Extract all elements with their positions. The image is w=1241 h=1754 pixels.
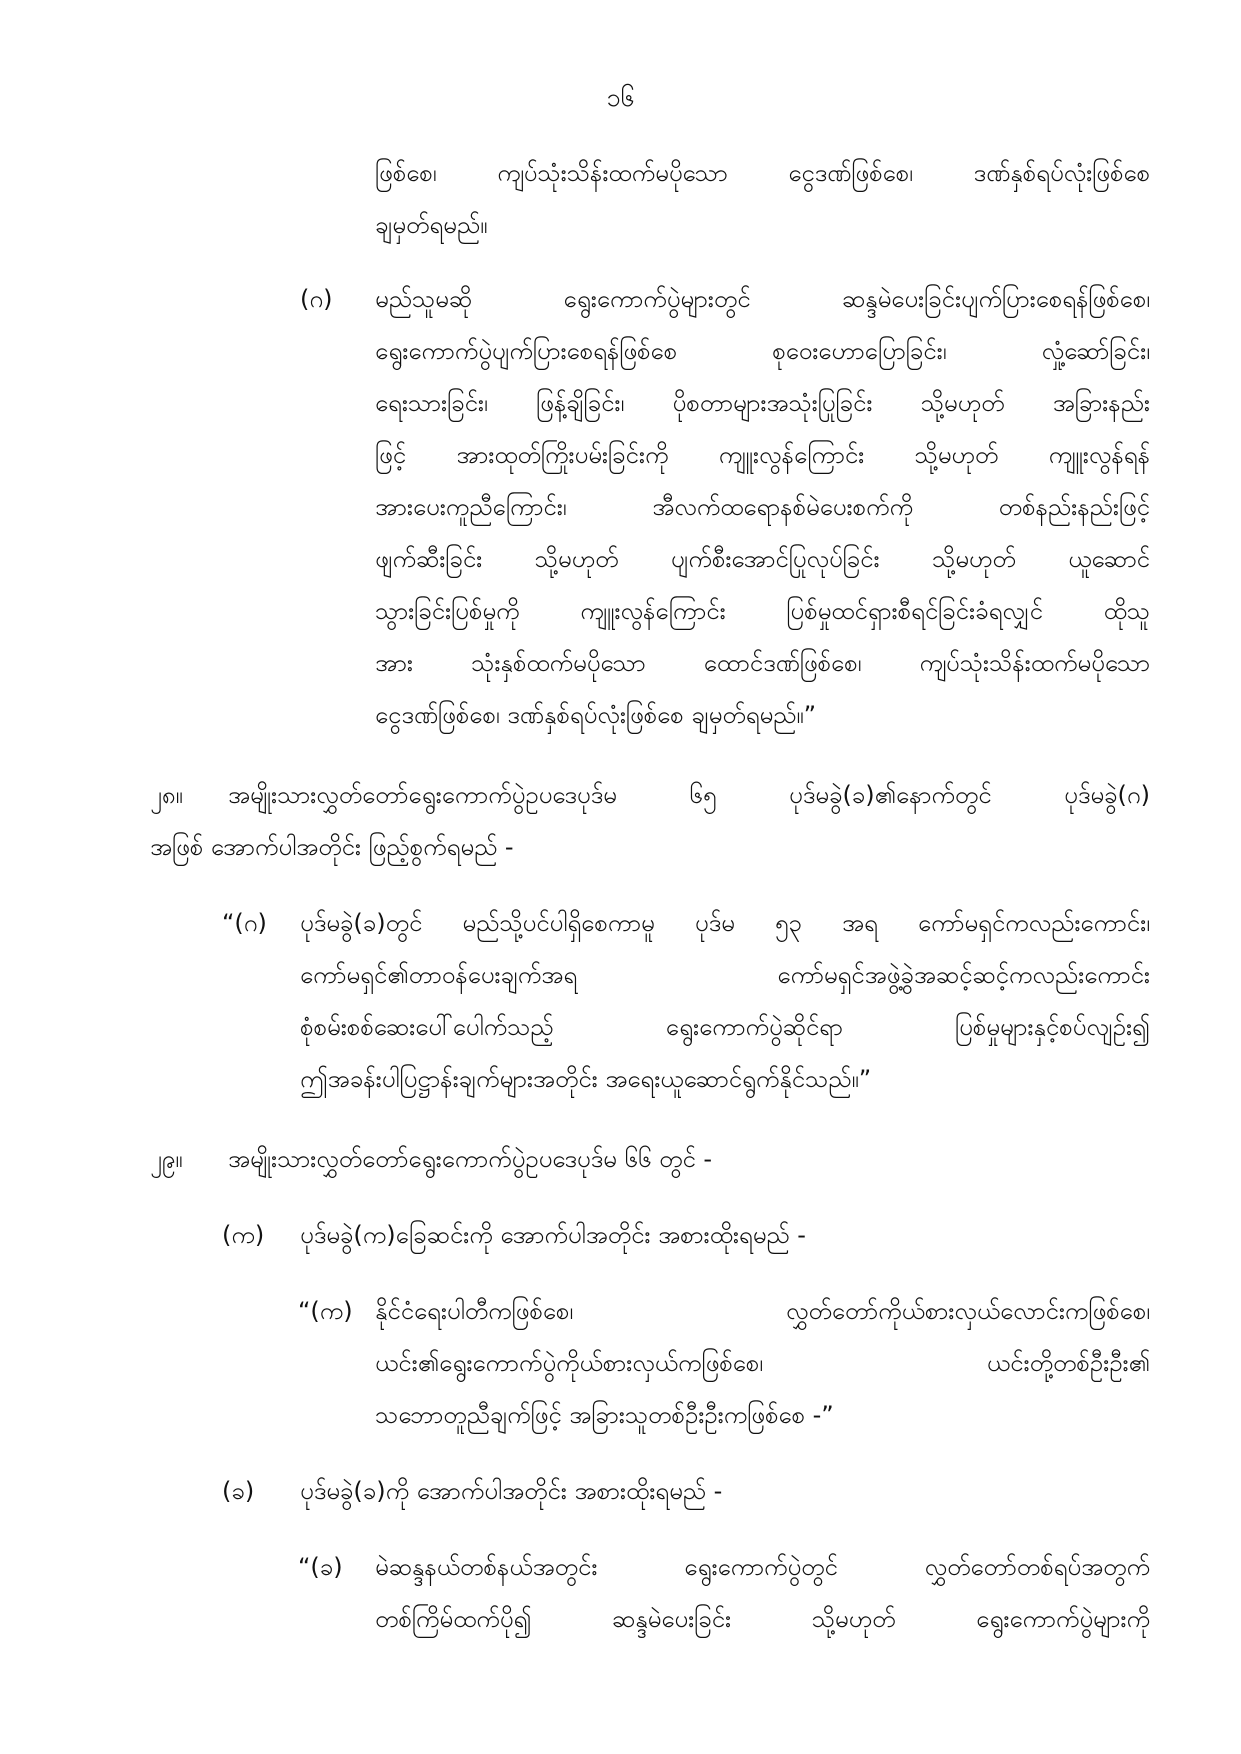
paragraph-line: စုံစမ်းစစ်ဆေးပေါ်ပေါက်သည့် ရွေးကောက်ပွဲဆိုင်ရာ ပြစ်မှုများနှင့်စပ်လျဉ်း၍	[300, 1013, 1150, 1041]
paragraph-line: ပုဒ်မခွဲ(ခ)တွင် မည်သို့ပင်ပါရှိစေကာမူ ပုဒ်မ ၅၃ အရ ကော်မရှင်ကလည်းကောင်း၊	[300, 909, 1150, 937]
item-marker: (က)	[222, 1221, 265, 1249]
paragraph-line: အမျိုးသားလွှတ်တော်ရွေးကောက်ပွဲဥပဒေပုဒ်မ ၆၅ ပုဒ်မခွဲ(ခ)၏နောက်တွင် ပုဒ်မခွဲ(ဂ)	[228, 781, 1150, 809]
section-number: ၂၈။	[150, 781, 183, 809]
paragraph-line: ဤအခန်းပါပြဋ္ဌာန်းချက်များအတိုင်း အရေးယူဆောင်ရွက်နိုင်သည်။”	[300, 1065, 872, 1093]
section-number: ၂၉။	[150, 1145, 183, 1173]
paragraph-line: အားပေးကူညီကြောင်း၊ အီလက်ထရောနစ်မဲပေးစက်ကို တစ်နည်းနည်းဖြင့်	[375, 493, 1150, 521]
paragraph-line: သဘောတူညီချက်ဖြင့် အခြားသူတစ်ဦးဦးကဖြစ်စေ -”	[375, 1401, 834, 1429]
paragraph-line: ဖျက်ဆီးခြင်း သို့မဟုတ် ပျက်စီးအောင်ပြုလုပ်ခြင်း သို့မဟုတ် ယူဆောင်	[375, 545, 1150, 573]
paragraph-line: ငွေဒဏ်ဖြစ်စေ၊ ဒဏ်နှစ်ရပ်လုံးဖြစ်စေ ချမှတ်ရမည်။”	[375, 701, 817, 729]
paragraph-line: ဖြစ်စေ၊ ကျပ်သုံးသိန်းထက်မပိုသော ငွေဒဏ်ဖြစ်စေ၊ ဒဏ်နှစ်ရပ်လုံးဖြစ်စေ	[375, 159, 1150, 187]
paragraph-line: ယင်း၏ရွေးကောက်ပွဲကိုယ်စားလှယ်ကဖြစ်စေ၊ ယင်းတို့တစ်ဦးဦး၏	[375, 1349, 1150, 1377]
paragraph-line: နိုင်ငံရေးပါတီကဖြစ်စေ၊ လွှတ်တော်ကိုယ်စားလှယ်လောင်းကဖြစ်စေ၊	[375, 1297, 1150, 1325]
paragraph-line: မဲဆန္ဒနယ်တစ်နယ်အတွင်း ရွေးကောက်ပွဲတွင် လွှတ်တော်တစ်ရပ်အတွက်	[375, 1553, 1150, 1581]
paragraph-line: ပုဒ်မခွဲ(ခ)ကို အောက်ပါအတိုင်း အစားထိုးရမည် -	[300, 1477, 723, 1505]
paragraph-line: ချမှတ်ရမည်။	[375, 211, 488, 239]
paragraph-line: အမျိုးသားလွှတ်တော်ရွေးကောက်ပွဲဥပဒေပုဒ်မ ၆၆ တွင် -	[228, 1145, 713, 1173]
paragraph-line: မည်သူမဆို ရွေးကောက်ပွဲများတွင် ဆန္ဒမဲပေးခြင်းပျက်ပြားစေရန်ဖြစ်စေ၊	[375, 285, 1150, 313]
item-marker: (ခ)	[222, 1477, 255, 1505]
paragraph-line: ဖြင့် အားထုတ်ကြိုးပမ်းခြင်းကို ကျူးလွန်ကြောင်း သို့မဟုတ် ကျူးလွန်ရန်	[375, 441, 1150, 469]
paragraph-line: ရေးသားခြင်း၊ ဖြန့်ချိခြင်း၊ ပိုစတာများအသုံးပြုခြင်း သို့မဟုတ် အခြားနည်း	[375, 389, 1150, 417]
page-number: ၁၆	[606, 83, 635, 112]
paragraph-line: ကော်မရှင်၏တာဝန်ပေးချက်အရ ကော်မရှင်အဖွဲ့ခွဲအဆင့်ဆင့်ကလည်းကောင်း	[300, 961, 1150, 989]
paragraph-line: အား သုံးနှစ်ထက်မပိုသော ထောင်ဒဏ်ဖြစ်စေ၊ ကျပ်သုံးသိန်းထက်မပိုသော	[375, 649, 1150, 677]
paragraph-line: အဖြစ် အောက်ပါအတိုင်း ဖြည့်စွက်ရမည် -	[150, 833, 514, 861]
paragraph-line: ပုဒ်မခွဲ(က)ခြေဆင်းကို အောက်ပါအတိုင်း အစားထိုးရမည် -	[300, 1221, 806, 1249]
paragraph-line: ရွေးကောက်ပွဲပျက်ပြားစေရန်ဖြစ်စေ စုဝေးဟောပြောခြင်း၊ လှုံ့ဆော်ခြင်း၊	[375, 337, 1150, 365]
clause-marker: “(ခ)	[298, 1553, 343, 1581]
clause-marker: “(က)	[298, 1297, 353, 1325]
clause-marker: (ဂ)	[300, 285, 333, 313]
paragraph-line: သွားခြင်းပြစ်မှုကို ကျူးလွန်ကြောင်း ပြစ်မှုထင်ရှားစီရင်ခြင်းခံရလျှင် ထိုသူ	[375, 597, 1150, 625]
paragraph-line: တစ်ကြိမ်ထက်ပို၍ ဆန္ဒမဲပေးခြင်း သို့မဟုတ် ရွေးကောက်ပွဲများကို	[375, 1605, 1150, 1633]
clause-marker: “(ဂ)	[222, 909, 267, 937]
